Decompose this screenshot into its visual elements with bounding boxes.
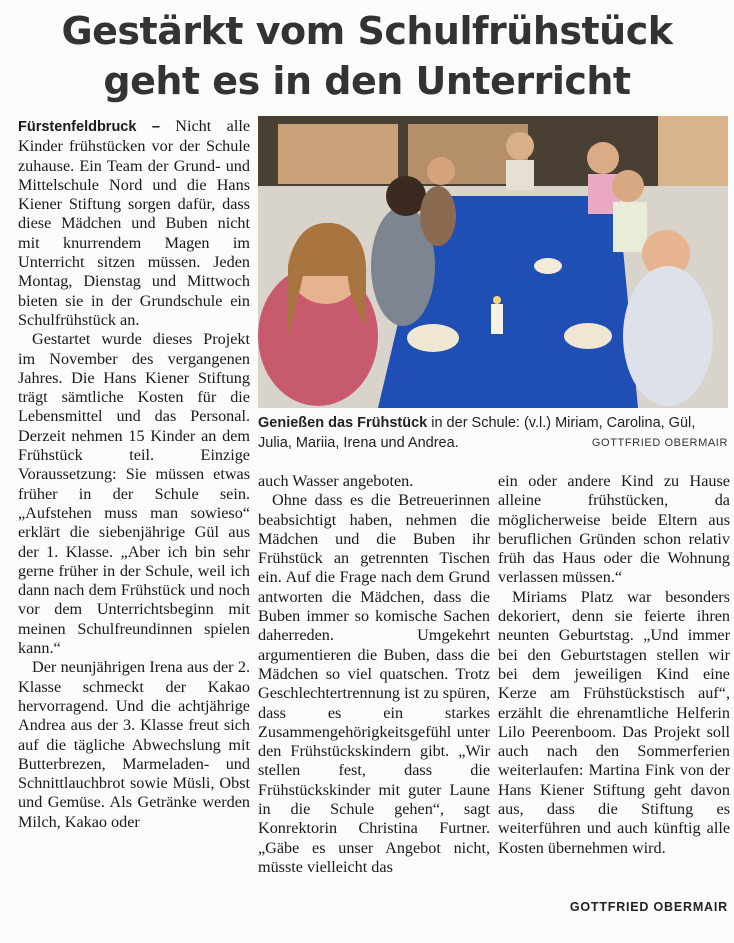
photo-credit: GOTTFRIED OBERMAIR bbox=[591, 437, 728, 449]
paragraph-2: Gestartet wurde dieses Projekt im November des vergangenen Jahres. Die Hans Kiener Stiftung trägt sämtliche Kosten für die Lebensmittel und das Personal. Derzeit nehmen 15 Kinder an dem Frühstück teil. Einzige Voraussetzung: Sie müssen etwas früher in der Schule sein. „Aufstehen muss man sowieso“ erklärt die siebenjährige Gül aus der 1. Klasse. „Aber ich bin sehr gerne früher in der Schule, weil ich dann nach dem Frühstück und noch vor dem Unterrichtsbeginn mit meinen Schulfreundinnen spielen kann.“ bbox=[18, 330, 250, 658]
paragraph-4: Ohne dass es die Betreuerinnen beabsichtigt haben, nehmen die Mädchen und die Buben ihr Frühstück an getrennten Tischen ein. Auf die Frage nach dem Grund antworten die Mädchen, dass die Buben immer so komische Sachen daherreden. Umgekehrt argumentieren die Buben, dass die Mädchen so viel quatschen. Trotz Geschlechtertrennung ist zu spüren, dass es ein starkes Zusammengehörigkeitsgefühl unter den Frühstückskindern gibt. „Wir stellen fest, dass die Frühstückskinder mit guter Laune in die Schule gehen“, sagt Konrektorin Christina Furtner. „Gäbe es unser Angebot nicht, müsste vielleicht das bbox=[258, 491, 490, 876]
photo-caption bbox=[258, 413, 728, 453]
caption-text: in der Schule: (v.l.) Miriam, Carolina, Gül, Julia, Mariia, Irena und Andrea. bbox=[258, 415, 696, 451]
paragraph-5: Miriams Platz war besonders dekoriert, denn sie feierte ihren neunten Geburtstag. „Und immer bei den Geburtstagen stellen wir bei dem jeweiligen Kind eine Kerze am Frühstückstisch auf“, erzählt die ehrenamtliche Helferin Lilo Peerenboom. Das Projekt soll auch nach den Sommerferien weiterlaufen: Martina Fink von der Hans Kiener Stiftung geht davon aus, dass die Stiftung es weiterführen und auch künftig alle Kosten übernehmen wird. bbox=[498, 587, 730, 857]
headline bbox=[0, 6, 734, 106]
headline-line-1: Gestärkt vom Schulfrühstück bbox=[61, 9, 673, 53]
paragraph-1-text: Nicht alle Kinder frühstücken vor der Schule zuhause. Ein Team der Grund- und Mittelschule Nord und die Hans Kiener Stiftung sorgen dafür, dass diese Mädchen und Buben nicht mit knurrendem Magen im Unterricht sitzen müssen. Jeden Montag, Dienstag und Mittwoch bieten sie in der Grundschule ein Schulfrühstück an. bbox=[18, 117, 251, 329]
article-column-3 bbox=[498, 472, 730, 858]
paragraph-3: Der neunjährigen Irena aus der 2. Klasse schmeckt der Kakao hervorragend. Und die achtjährige Andrea aus der 3. Klasse freut sich auf die tägliche Abwechslung mit Butterbrezen, Marmeladen- und Schnittlauchbrot sowie Müsli, Obst und Gemüse. Als Getränke werden Milch, Kakao oder bbox=[18, 658, 250, 831]
author-byline: GOTTFRIED OBERMAIR bbox=[569, 900, 728, 914]
paragraph-4-continued: ein oder andere Kind zu Hause alleine frühstücken, da möglicherweise beide Eltern aus beruflichen Gründen schon relativ früh das Haus oder die Wohnung verlassen müssen.“ bbox=[498, 472, 730, 587]
caption-lead: Genießen das Frühstück bbox=[258, 415, 428, 431]
paragraph-1 bbox=[18, 117, 250, 330]
children-breakfast-photo bbox=[258, 116, 728, 408]
headline-line-2: geht es in den Unterricht bbox=[103, 59, 631, 103]
paragraph-3-continued: auch Wasser angeboten. bbox=[258, 472, 414, 490]
article-column-2 bbox=[258, 472, 490, 877]
dateline: Fürstenfeldbruck – bbox=[18, 119, 160, 135]
article-photo bbox=[258, 116, 728, 408]
article-column-1 bbox=[18, 117, 250, 832]
